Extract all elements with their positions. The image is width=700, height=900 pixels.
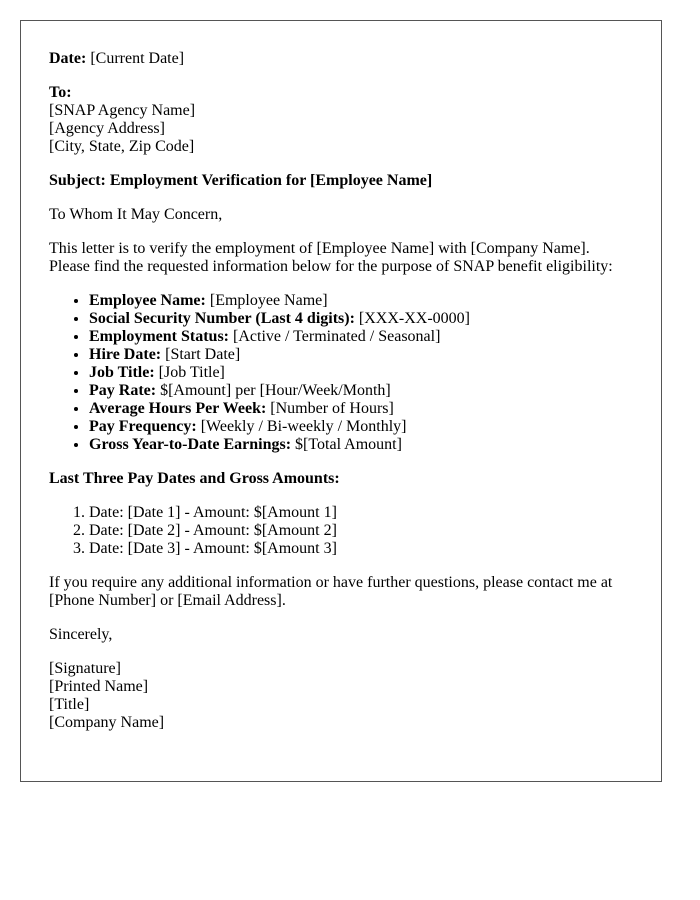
pay-dates-list: [49, 504, 633, 558]
detail-value: $[Total Amount]: [295, 436, 402, 453]
subject-line: [49, 172, 633, 190]
detail-item: [89, 364, 633, 382]
detail-item: [89, 292, 633, 310]
detail-value: [Active / Terminated / Seasonal]: [233, 328, 441, 345]
signoff: Sincerely,: [49, 626, 113, 643]
detail-label: Pay Frequency:: [89, 418, 197, 435]
pay-dates-heading-text: Last Three Pay Dates and Gross Amounts:: [49, 470, 340, 487]
closing-paragraph: [49, 574, 633, 610]
salutation: To Whom It May Concern,: [49, 206, 223, 223]
to-label: To:: [49, 84, 72, 101]
detail-item: [89, 328, 633, 346]
detail-item: [89, 436, 633, 454]
detail-label: Average Hours Per Week:: [89, 400, 267, 417]
detail-label: Hire Date:: [89, 346, 162, 363]
detail-value: $[Amount] per [Hour/Week/Month]: [160, 382, 391, 399]
intro-paragraph: [49, 240, 633, 276]
detail-label: Pay Rate:: [89, 382, 157, 399]
detail-item: [89, 400, 633, 418]
detail-label: Social Security Number (Last 4 digits):: [89, 310, 355, 327]
company-name-line: [Company Name]: [49, 714, 165, 731]
pay-dates-heading: [49, 470, 633, 488]
recipient-line: [Agency Address]: [49, 120, 165, 137]
letter: [20, 20, 662, 782]
closing-line: [Phone Number] or [Email Address].: [49, 592, 286, 609]
detail-value: [Number of Hours]: [270, 400, 394, 417]
subject-text: Subject: Employment Verification for [Employee Name]: [49, 172, 433, 189]
date-label: Date:: [49, 50, 87, 67]
closing-line: If you require any additional information or have further questions, please contact me at: [49, 574, 613, 591]
detail-value: [XXX-XX-0000]: [358, 310, 471, 327]
signature-line: [Signature]: [49, 660, 121, 677]
detail-item: [89, 310, 633, 328]
date-value: [Current Date]: [90, 50, 185, 67]
signature-block: [49, 660, 633, 732]
recipient-block: [49, 84, 633, 156]
recipient-line: [City, State, Zip Code]: [49, 138, 195, 155]
detail-label: Employee Name:: [89, 292, 206, 309]
recipient-line: [SNAP Agency Name]: [49, 102, 196, 119]
pay-date-item: 1. Date: [Date 1] - Amount: $[Amount 1]: [89, 504, 633, 522]
title-line: [Title]: [49, 696, 90, 713]
detail-label: Job Title:: [89, 364, 155, 381]
detail-item: [89, 418, 633, 436]
pay-date-item: 3. Date: [Date 3] - Amount: $[Amount 3]: [89, 540, 633, 558]
employment-details-list: [49, 292, 633, 454]
detail-value: [Employee Name]: [209, 292, 328, 309]
detail-label: Gross Year-to-Date Earnings:: [89, 436, 292, 453]
intro-line: This letter is to verify the employment of [Employee Name] with [Company Name].: [49, 240, 590, 257]
pay-date-item: 2. Date: [Date 2] - Amount: $[Amount 2]: [89, 522, 633, 540]
detail-value: [Job Title]: [158, 364, 225, 381]
printed-name-line: [Printed Name]: [49, 678, 149, 695]
date-line: [49, 50, 633, 68]
detail-value: [Weekly / Bi-weekly / Monthly]: [200, 418, 407, 435]
intro-line: Please find the requested information below for the purpose of SNAP benefit eligibility:: [49, 258, 613, 275]
detail-item: [89, 346, 633, 364]
detail-value: [Start Date]: [165, 346, 241, 363]
detail-label: Employment Status:: [89, 328, 230, 345]
detail-item: [89, 382, 633, 400]
